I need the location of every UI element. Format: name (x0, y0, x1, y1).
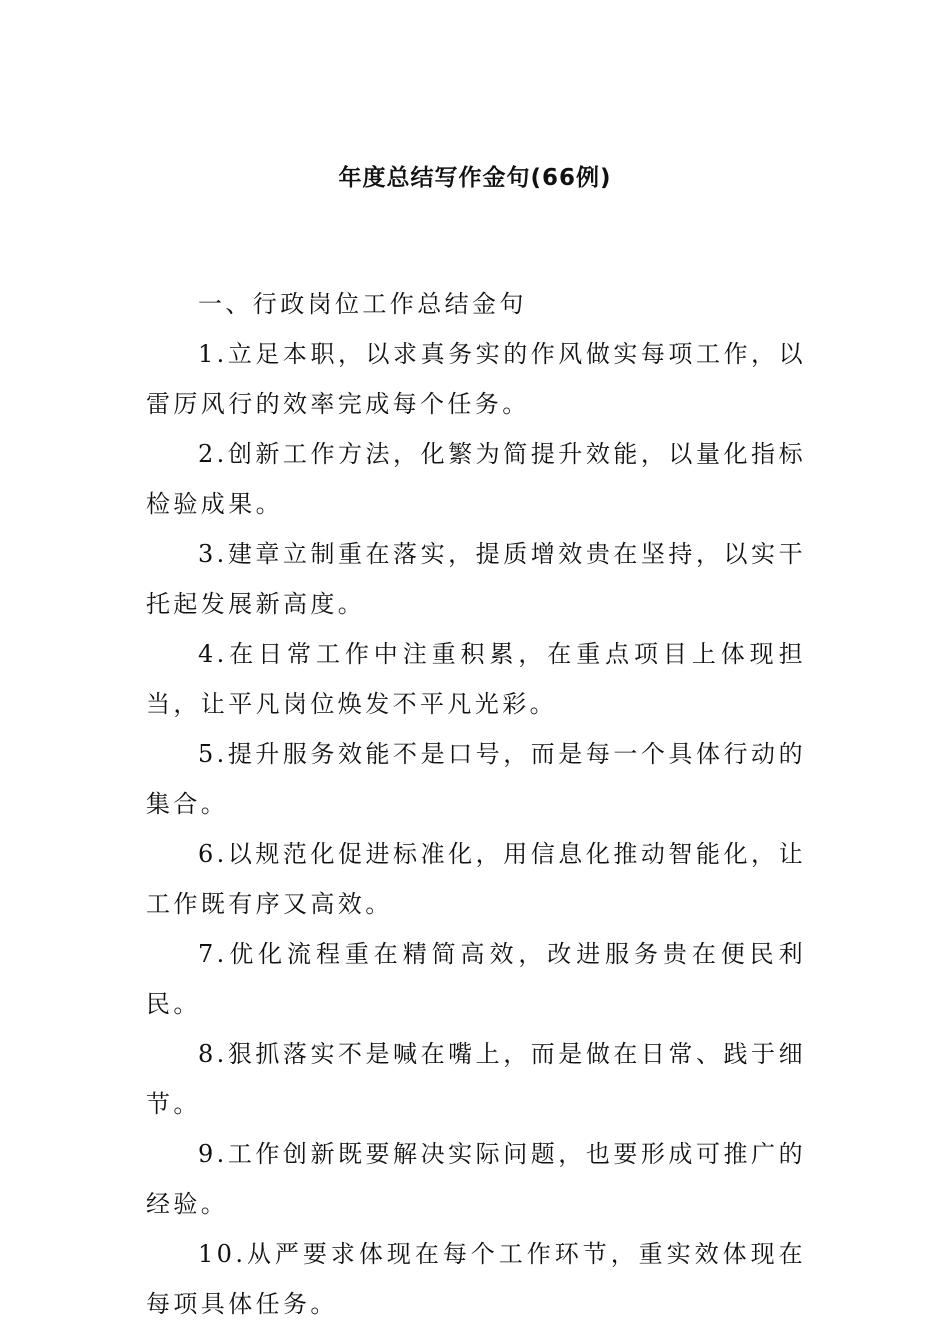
list-item-10: 10.从严要求体现在每个工作环节，重实效体现在每项具体任务。 (146, 1240, 806, 1318)
list-item-5: 5.提升服务效能不是口号，而是每一个具体行动的集合。 (146, 740, 806, 818)
list-item-8: 8.狠抓落实不是喊在嘴上，而是做在日常、践于细节。 (146, 1040, 806, 1118)
list-item-3: 3.建章立制重在落实，提质增效贵在坚持，以实干托起发展新高度。 (146, 540, 806, 618)
list-item-6: 6.以规范化促进标准化，用信息化推动智能化，让工作既有序又高效。 (146, 840, 806, 918)
list-item-9: 9.工作创新既要解决实际问题，也要形成可推广的经验。 (146, 1140, 806, 1218)
list-item-4: 4.在日常工作中注重积累，在重点项目上体现担当，让平凡岗位焕发不平凡光彩。 (146, 640, 806, 718)
list-item-1: 1.立足本职，以求真务实的作风做实每项工作，以雷厉风行的效率完成每个任务。 (146, 340, 806, 418)
document-title: 年度总结写作金句(66例) (338, 165, 612, 191)
document-body (146, 279, 806, 1329)
section-heading: 一、行政岗位工作总结金句 (198, 290, 527, 318)
list-item-2: 2.创新工作方法，化繁为简提升效能，以量化指标检验成果。 (146, 440, 806, 518)
list-item-7: 7.优化流程重在精简高效，改进服务贵在便民利民。 (146, 940, 806, 1018)
